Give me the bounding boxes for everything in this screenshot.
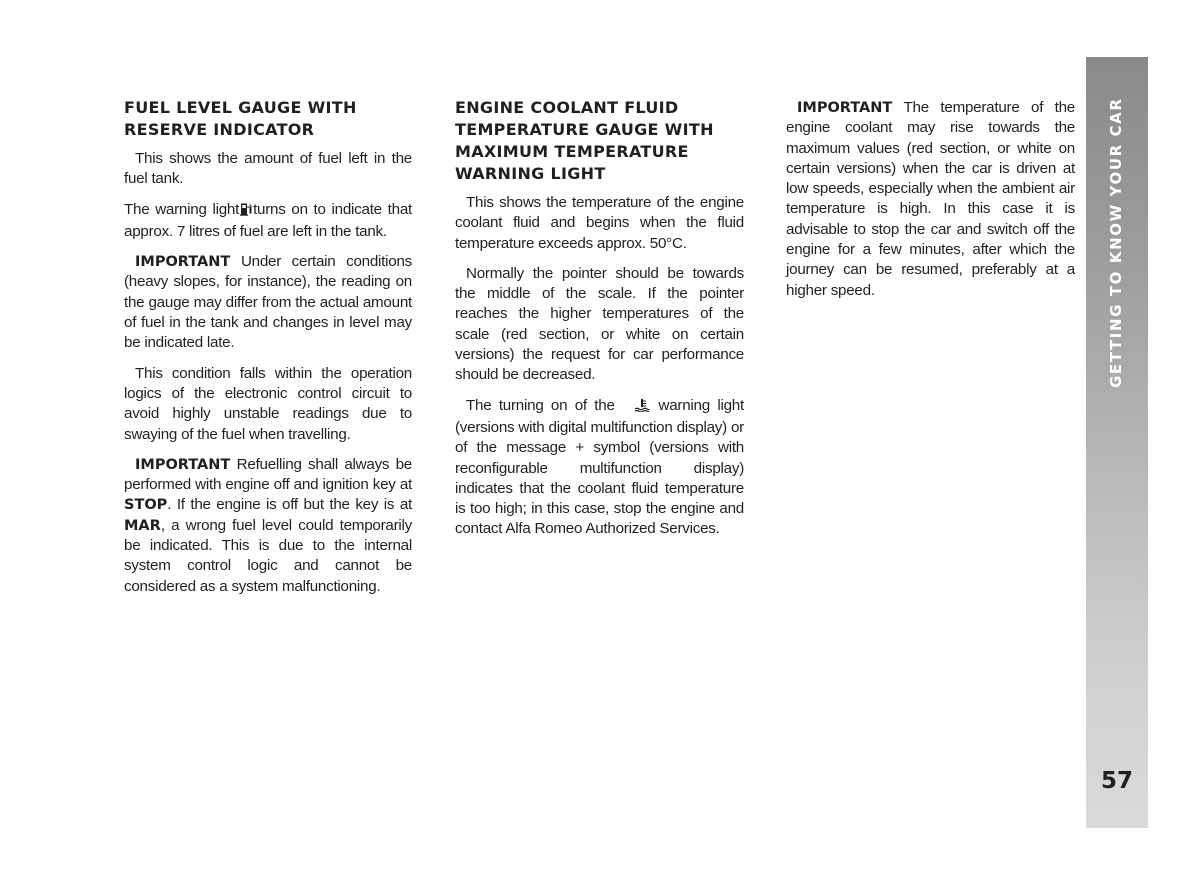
coolant-gauge-paragraph-1: This shows the temperature of the engine coolant fluid and begins when the fluid temperature exceeds approx. 50°C.	[455, 194, 744, 252]
important-label: IMPORTANT	[135, 456, 231, 473]
heading-line: FUEL LEVEL GAUGE WITH	[124, 98, 357, 117]
text-run: The turning on of the	[466, 396, 615, 414]
text-run: Refuelling shall always be performed with engine off and ignition key at	[124, 455, 412, 494]
left-column	[124, 97, 412, 607]
heading-line: ENGINE COOLANT FLUID	[455, 98, 679, 117]
right-column	[786, 98, 1075, 311]
fuel-gauge-paragraph-1: This shows the amount of fuel left in the fuel tank.	[124, 150, 412, 188]
text-run: . If the engine is off but the key is at	[167, 496, 412, 514]
fuel-gauge-heading	[124, 97, 412, 141]
fuel-gauge-important-2	[124, 455, 412, 597]
coolant-gauge-heading	[455, 97, 744, 185]
fuel-gauge-paragraph-2	[124, 200, 412, 243]
fuel-gauge-important-1	[124, 252, 412, 353]
heading-line: RESERVE INDICATOR	[124, 120, 315, 139]
text-run: , a wrong fuel level could temporarily be indicated. This is due to the internal system control logic and cannot be considered as a system malfunctioning.	[124, 516, 412, 595]
stop-keyword: STOP	[124, 497, 168, 514]
heading-line: WARNING LIGHT	[455, 164, 606, 183]
coolant-gauge-paragraph-3	[455, 396, 744, 540]
heading-line: MAXIMUM TEMPERATURE	[455, 142, 689, 161]
middle-column	[455, 97, 744, 550]
text-run: Under certain conditions (heavy slopes, for instance), the reading on the gauge may differ from the actual amount of fuel in the tank and changes in level may be indicated late.	[124, 253, 412, 352]
chapter-title: GETTING TO KNOW YOUR CAR	[1107, 97, 1125, 388]
coolant-important-note	[786, 98, 1075, 301]
text-run: turns on to indicate that approx. 7 litres of fuel are left in the tank.	[124, 200, 412, 240]
page-number: 57	[1100, 768, 1133, 794]
important-label: IMPORTANT	[797, 100, 893, 116]
text-run: The warning light	[124, 200, 240, 218]
coolant-gauge-paragraph-2: Normally the pointer should be towards the middle of the scale. If the pointer reaches the higher temperatures of the scale (red section, or white on certain versions) the request for car performance should be decreased.	[455, 264, 744, 384]
heading-line: TEMPERATURE GAUGE WITH	[455, 120, 714, 139]
important-label: IMPORTANT	[135, 254, 231, 271]
mar-keyword: MAR	[124, 517, 161, 534]
text-run: warning light (versions with digital multifunction display) or of the message + symbol (versions with reconfigurable multifunction display) indicates that the coolant fluid temperature is too high; in this case, stop the engine and contact Alfa Romeo Authorized Services.	[455, 396, 744, 538]
coolant-temperature-icon	[623, 398, 650, 418]
fuel-pump-icon	[240, 202, 252, 222]
fuel-gauge-paragraph-4: This condition falls within the operation logics of the electronic control circuit to avoid highly unstable readings due to swaying of the fuel when travelling.	[124, 364, 412, 443]
text-run: The temperature of the engine coolant may rise towards the maximum values (red section, or white on certain versions) when the car is driven at low speeds, especially when the ambient air temperature is high. In this case it is advisable to stop the car and switch off the engine for a few minutes, after which the journey can be resumed, preferably at a higher speed.	[786, 99, 1075, 299]
